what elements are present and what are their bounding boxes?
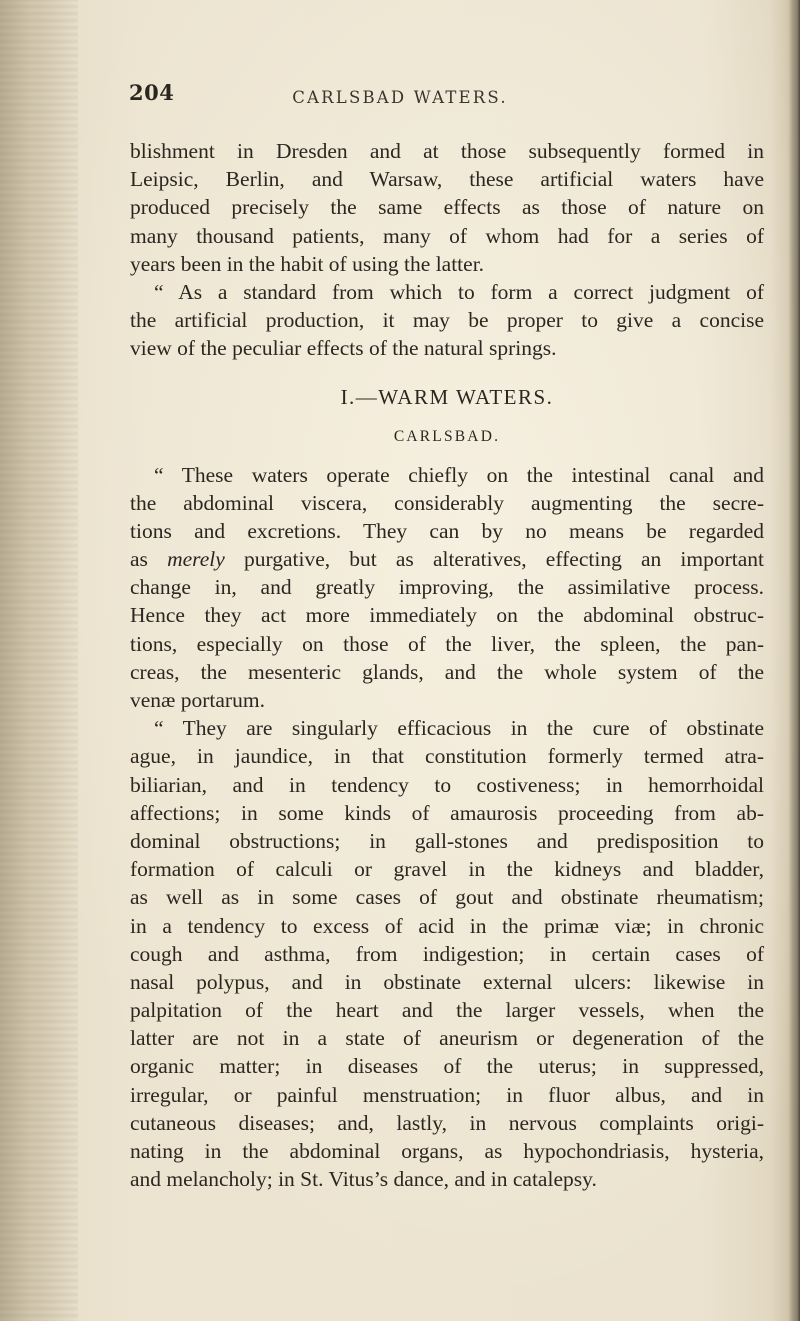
- text-line: irregular, or painful menstruation; in fluor albus, and in: [130, 1082, 764, 1107]
- text-line-with-emphasis: [130, 545, 764, 573]
- text-line: tions and excretions. They can by no means be regarded: [130, 518, 764, 543]
- text-line: nating in the abdominal organs, as hypochondriasis, hysteria,: [130, 1139, 764, 1163]
- text-line: cough and asthma, from indigestion; in certain cases of: [130, 941, 764, 966]
- page-gutter-shadow: [0, 0, 78, 1321]
- text-line: formation of calculi or gravel in the kidneys and bladder,: [130, 857, 764, 882]
- text-line: ague, in jaundice, in that constitution formerly termed atra-: [130, 744, 764, 769]
- text-line: in a tendency to excess of acid in the primæ viæ; in chronic: [130, 913, 764, 938]
- text-line: biliarian, and in tendency to costiveness; in hemorrhoidal: [130, 772, 764, 797]
- paragraph-indications: [130, 714, 764, 1193]
- text-line: “ They are singularly efficacious in the cure of obstinate: [154, 716, 764, 741]
- text-line: blishment in Dresden and at those subsequently formed in: [130, 139, 764, 163]
- page-number: 204: [129, 80, 175, 105]
- paragraph-continuation: [130, 137, 764, 278]
- text-line: the artificial production, it may be proper to give a concise: [130, 308, 764, 333]
- text-line: latter are not in a state of aneurism or degeneration of the: [130, 1026, 764, 1051]
- text-line: change in, and greatly improving, the assimilative process.: [130, 575, 764, 600]
- text-line: tions, especially on those of the liver, the spleen, the pan-: [130, 631, 764, 656]
- text-line: produced precisely the same effects as those of nature on: [130, 195, 764, 220]
- running-head: CARLSBAD WATERS.: [292, 88, 508, 107]
- text-line: the abdominal viscera, considerably augmenting the secre-: [130, 490, 764, 515]
- text-line: as well as in some cases of gout and obstinate rheumatism;: [130, 885, 764, 910]
- text-line: years been in the habit of using the latter.: [130, 251, 485, 276]
- text-line: creas, the mesenteric glands, and the whole system of the: [130, 659, 764, 684]
- text-line: palpitation of the heart and the larger vessels, when the: [130, 998, 764, 1023]
- text-line: Leipsic, Berlin, and Warsaw, these artificial waters have: [130, 167, 764, 192]
- text-line: cutaneous diseases; and, lastly, in nervous complaints origi-: [130, 1110, 764, 1135]
- text-line: venæ portarum.: [130, 688, 265, 712]
- text-line: nasal polypus, and in obstinate external ulcers: likewise in: [130, 969, 764, 994]
- text-line: view of the peculiar effects of the natural springs.: [130, 336, 557, 361]
- text-line: many thousand patients, many of whom had for a series of: [130, 223, 764, 248]
- text-fragment: purgative, but as alteratives, effecting an important: [243, 547, 765, 572]
- section-subheading: CARLSBAD.: [393, 427, 501, 445]
- body-text: [130, 137, 764, 1193]
- emphasized-word: merely: [167, 547, 225, 572]
- paragraph-standard-judgment: [130, 278, 764, 363]
- text-line: affections; in some kinds of amaurosis proceeding from ab-: [130, 800, 764, 825]
- text-line: and melancholy; in St. Vitus’s dance, and in catalepsy.: [130, 1167, 597, 1192]
- text-line: “ As a standard from which to form a correct judgment of: [154, 279, 764, 304]
- text-line: “ These waters operate chiefly on the intestinal canal and: [154, 462, 764, 487]
- section-heading: I.—WARM WATERS.: [340, 384, 554, 409]
- page-edge-shadow: [788, 0, 800, 1321]
- text-fragment: as: [130, 547, 148, 572]
- text-line: Hence they act more immediately on the abdominal obstruc-: [130, 603, 764, 628]
- text-line: organic matter; in diseases of the uterus; in suppressed,: [130, 1054, 764, 1079]
- paragraph-effects: [130, 461, 764, 715]
- text-line: dominal obstructions; in gall-stones and predisposition to: [130, 828, 764, 853]
